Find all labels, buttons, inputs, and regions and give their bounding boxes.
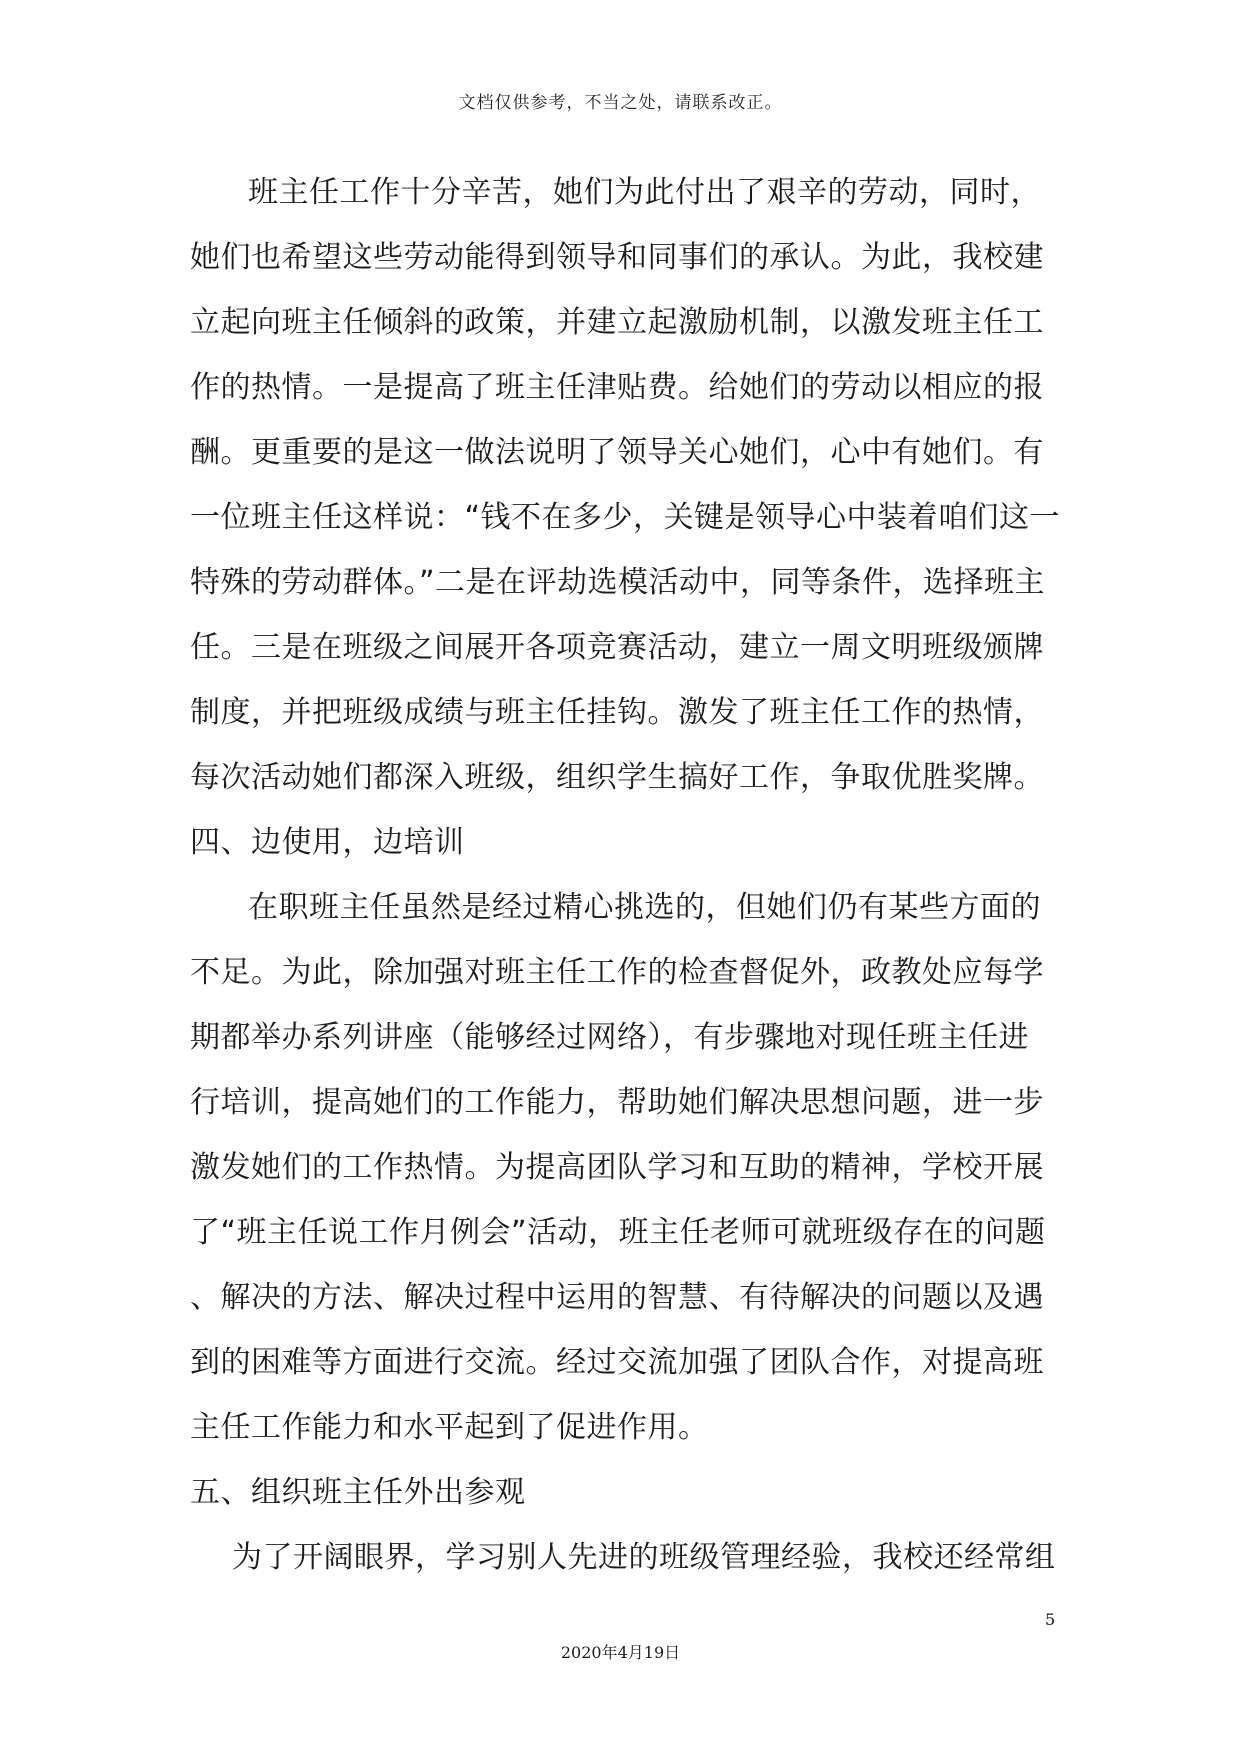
- footer-date: 2020年4月19日: [560, 1643, 681, 1662]
- text-line: 作的热情。一是提高了班主任津贴费。给她们的劳动以相应的报: [190, 370, 1044, 405]
- text-line: 酬。更重要的是这一做法说明了领导关心她们，心中有她们。有: [190, 435, 1044, 470]
- text-line: 了“班主任说工作月例会”活动，班主任老师可就班级存在的问题: [190, 1215, 1046, 1250]
- text-line: 行培训，提高她们的工作能力，帮助她们解决思想问题，进一步: [190, 1085, 1044, 1120]
- text-line: 激发她们的工作热情。为提高团队学习和互助的精神，学校开展: [190, 1150, 1044, 1185]
- section-heading: 五、组织班主任外出参观: [190, 1475, 526, 1510]
- text-line: 为了开阔眼界，学习别人先进的班级管理经验，我校还经常组: [232, 1540, 1056, 1575]
- text-line: 制度，并把班级成绩与班主任挂钩。激发了班主任工作的热情，: [190, 695, 1044, 730]
- text-line: 班主任工作十分辛苦，她们为此付出了艰辛的劳动，同时，: [248, 175, 1041, 210]
- page-number: 5: [1045, 1610, 1056, 1629]
- text-line: 每次活动她们都深入班级，组织学生搞好工作，争取优胜奖牌。: [190, 760, 1044, 795]
- text-line: 期都举办系列讲座（能够经过网络），有步骤地对现任班主任进: [190, 1020, 1029, 1055]
- text-line: 主任工作能力和水平起到了促进作用。: [190, 1410, 709, 1445]
- header-note: 文档仅供参考，不当之处，请联系改正。: [458, 93, 783, 113]
- text-line: 一位班主任这样说：“钱不在多少，关键是领导心中装着咱们这一: [190, 500, 1061, 535]
- text-line: 任。三是在班级之间展开各项竞赛活动，建立一周文明班级颁牌: [190, 630, 1044, 665]
- body-text: [190, 160, 1060, 1590]
- text-line: 特殊的劳动群体。”二是在评劫选模活动中，同等条件，选择班主: [190, 565, 1046, 600]
- text-line: 在职班主任虽然是经过精心挑选的，但她们仍有某些方面的: [248, 890, 1041, 925]
- text-line: 不足。为此，除加强对班主任工作的检查督促外，政教处应每学: [190, 955, 1044, 990]
- text-line: 、解决的方法、解决过程中运用的智慧、有待解决的问题以及遇: [190, 1280, 1044, 1315]
- section-heading: 四、边使用，边培训: [190, 825, 465, 860]
- text-line: 到的困难等方面进行交流。经过交流加强了团队合作，对提高班: [190, 1345, 1044, 1380]
- text-line: 立起向班主任倾斜的政策，并建立起激励机制，以激发班主任工: [190, 305, 1044, 340]
- text-line: 她们也希望这些劳动能得到领导和同事们的承认。为此，我校建: [190, 240, 1044, 275]
